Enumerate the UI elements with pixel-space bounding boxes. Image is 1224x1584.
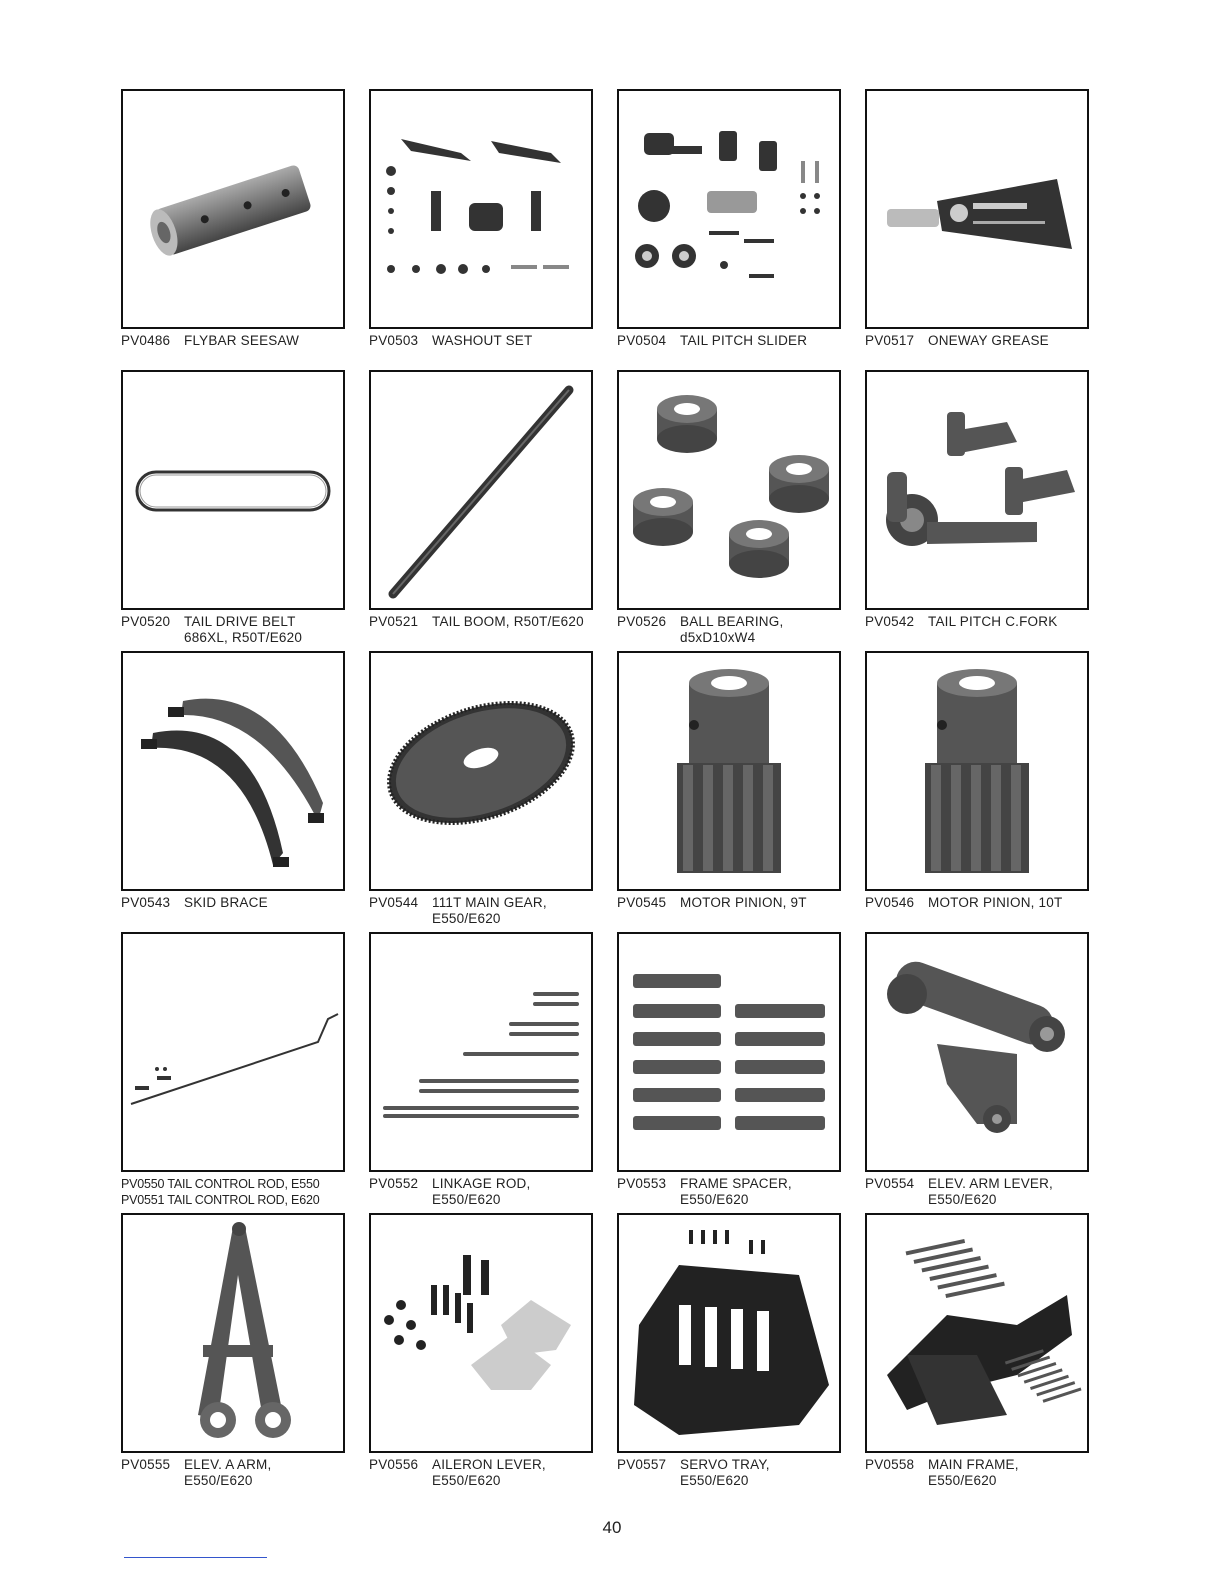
part-image-frame xyxy=(617,370,841,610)
part-image-frame xyxy=(121,932,345,1172)
part-code: PV0558 xyxy=(865,1457,915,1472)
part-description-line: TAIL PITCH SLIDER xyxy=(680,333,808,348)
part-image-frame xyxy=(121,1213,345,1453)
part-code: PV0555 xyxy=(121,1457,171,1472)
part-caption xyxy=(121,1457,345,1489)
part-description xyxy=(680,1457,770,1489)
control-rod-icon xyxy=(123,934,343,1170)
part-description xyxy=(928,895,1062,911)
part-cell xyxy=(369,370,593,630)
part-description-line: 111T MAIN GEAR, xyxy=(432,895,547,910)
part-cell xyxy=(617,89,841,349)
motor-pinion-icon xyxy=(619,653,839,889)
part-description-line: MAIN FRAME, xyxy=(928,1457,1019,1472)
part-description-line: MOTOR PINION, 10T xyxy=(928,895,1063,910)
part-cell xyxy=(865,651,1089,911)
part-image-frame xyxy=(865,651,1089,891)
part-code: PV0544 xyxy=(369,895,419,910)
part-description-line: 686XL, R50T/E620 xyxy=(184,630,303,645)
part-cell xyxy=(865,932,1089,1208)
part-cell xyxy=(369,1213,593,1489)
part-caption xyxy=(369,895,593,927)
part-description-line: E550/E620 xyxy=(928,1192,997,1207)
part-caption xyxy=(865,1176,1089,1208)
part-cell xyxy=(121,370,345,646)
part-cell xyxy=(121,651,345,911)
part-description xyxy=(432,895,547,927)
part-caption xyxy=(865,1457,1089,1489)
part-image-frame xyxy=(369,1213,593,1453)
part-code: PV0553 xyxy=(617,1176,667,1191)
part-cell xyxy=(865,370,1089,630)
part-description xyxy=(928,614,1057,630)
part-description-line: E550/E620 xyxy=(680,1473,749,1488)
part-code: PV0543 xyxy=(121,895,171,910)
servo-tray-icon xyxy=(619,1215,839,1451)
part-description-line: E550/E620 xyxy=(184,1473,253,1488)
part-caption xyxy=(865,333,1089,349)
part-image-frame xyxy=(121,370,345,610)
footer-link-line xyxy=(124,1557,267,1558)
part-caption xyxy=(121,333,345,349)
part-code: PV0546 xyxy=(865,895,915,910)
part-code: PV0542 xyxy=(865,614,915,629)
part-caption xyxy=(369,1176,593,1208)
part-cell xyxy=(121,1213,345,1489)
part-description-line: TAIL PITCH C.FORK xyxy=(928,614,1058,629)
part-cell xyxy=(865,1213,1089,1489)
part-description xyxy=(432,1457,546,1489)
part-description xyxy=(680,333,807,349)
tail-pitch-slider-icon xyxy=(619,91,839,327)
part-code: PV0503 xyxy=(369,333,419,348)
main-frame-icon xyxy=(867,1215,1087,1451)
part-cell xyxy=(617,370,841,646)
part-caption xyxy=(121,895,345,911)
part-code: PV0557 xyxy=(617,1457,667,1472)
part-image-frame xyxy=(617,1213,841,1453)
part-code: PV0545 xyxy=(617,895,667,910)
elev-arm-lever-icon xyxy=(867,934,1087,1170)
part-description xyxy=(680,1176,792,1208)
part-description xyxy=(184,614,302,646)
part-cell xyxy=(121,932,345,1208)
linkage-rod-icon xyxy=(371,934,591,1170)
skid-brace-icon xyxy=(123,653,343,889)
part-description xyxy=(184,333,299,349)
part-description-line: LINKAGE ROD, xyxy=(432,1176,531,1191)
part-description-line: SKID BRACE xyxy=(184,895,268,910)
part-description-line: E550/E620 xyxy=(928,1473,997,1488)
drive-belt-icon xyxy=(123,372,343,608)
part-description xyxy=(928,1176,1053,1208)
part-description-line: E550/E620 xyxy=(432,911,501,926)
part-image-frame xyxy=(369,932,593,1172)
part-cell xyxy=(617,1213,841,1489)
part-description-line: FRAME SPACER, xyxy=(680,1176,792,1191)
part-description xyxy=(184,895,268,911)
part-image-frame xyxy=(865,1213,1089,1453)
part-description-line: ELEV. A ARM, xyxy=(184,1457,272,1472)
part-code: PV0554 xyxy=(865,1176,915,1191)
part-description-line: E550/E620 xyxy=(432,1192,501,1207)
part-description xyxy=(928,333,1049,349)
part-image-frame xyxy=(369,651,593,891)
part-caption xyxy=(369,614,593,630)
part-caption xyxy=(617,895,841,911)
part-description-line: E550/E620 xyxy=(432,1473,501,1488)
part-cell xyxy=(121,89,345,349)
part-image-frame xyxy=(121,89,345,329)
part-cell xyxy=(865,89,1089,349)
part-image-frame xyxy=(617,651,841,891)
part-description-line: ONEWAY GREASE xyxy=(928,333,1049,348)
part-description-line: SERVO TRAY, xyxy=(680,1457,770,1472)
part-description-line: PV0551 TAIL CONTROL ROD, E620 xyxy=(121,1193,320,1207)
part-caption xyxy=(617,333,841,349)
frame-spacer-icon xyxy=(619,934,839,1170)
part-description-line: FLYBAR SEESAW xyxy=(184,333,300,348)
page-number: 40 xyxy=(602,1518,622,1537)
part-description-line: E550/E620 xyxy=(680,1192,749,1207)
part-caption xyxy=(369,333,593,349)
part-cell xyxy=(617,932,841,1208)
part-description xyxy=(432,1176,530,1208)
part-caption xyxy=(865,895,1089,911)
part-caption xyxy=(865,614,1089,630)
part-description xyxy=(432,333,532,349)
part-description-line: WASHOUT SET xyxy=(432,333,533,348)
part-caption xyxy=(617,1176,841,1208)
part-cell xyxy=(369,651,593,927)
part-description-line: TAIL BOOM, R50T/E620 xyxy=(432,614,584,629)
part-code: PV0526 xyxy=(617,614,667,629)
pitch-fork-icon xyxy=(867,372,1087,608)
part-caption xyxy=(121,1176,345,1208)
tail-boom-icon xyxy=(371,372,591,608)
part-description xyxy=(184,1457,271,1489)
part-code: PV0552 xyxy=(369,1176,419,1191)
washout-set-icon xyxy=(371,91,591,327)
part-code: PV0517 xyxy=(865,333,915,348)
part-image-frame xyxy=(865,370,1089,610)
part-description xyxy=(680,614,783,646)
part-description xyxy=(928,1457,1019,1489)
part-caption xyxy=(121,614,345,646)
part-cell xyxy=(369,89,593,349)
part-caption xyxy=(617,614,841,646)
part-description-line: MOTOR PINION, 9T xyxy=(680,895,807,910)
part-description xyxy=(680,895,807,911)
motor-pinion-icon xyxy=(867,653,1087,889)
part-image-frame xyxy=(369,89,593,329)
part-code: PV0521 xyxy=(369,614,419,629)
part-description-line: AILERON LEVER, xyxy=(432,1457,546,1472)
part-description-line: PV0550 TAIL CONTROL ROD, E550 xyxy=(121,1177,320,1191)
a-arm-icon xyxy=(123,1215,343,1451)
ball-bearing-icon xyxy=(619,372,839,608)
part-description-line: d5xD10xW4 xyxy=(680,630,756,645)
part-code: PV0504 xyxy=(617,333,667,348)
part-code: PV0486 xyxy=(121,333,171,348)
part-code: PV0520 xyxy=(121,614,171,629)
part-code: PV0556 xyxy=(369,1457,419,1472)
part-image-frame xyxy=(121,651,345,891)
flybar-seesaw-icon xyxy=(123,91,343,327)
part-image-frame xyxy=(369,370,593,610)
part-cell xyxy=(617,651,841,911)
main-gear-icon xyxy=(371,653,591,889)
part-description-line: TAIL DRIVE BELT xyxy=(184,614,296,629)
part-caption xyxy=(369,1457,593,1489)
part-image-frame xyxy=(865,932,1089,1172)
part-description-line: BALL BEARING, xyxy=(680,614,784,629)
part-caption xyxy=(617,1457,841,1489)
part-image-frame xyxy=(617,89,841,329)
aileron-lever-icon xyxy=(371,1215,591,1451)
part-image-frame xyxy=(865,89,1089,329)
part-image-frame xyxy=(617,932,841,1172)
grease-tube-icon xyxy=(867,91,1087,327)
part-description-line: ELEV. ARM LEVER, xyxy=(928,1176,1054,1191)
part-description xyxy=(121,1176,345,1208)
part-description xyxy=(432,614,584,630)
part-cell xyxy=(369,932,593,1208)
